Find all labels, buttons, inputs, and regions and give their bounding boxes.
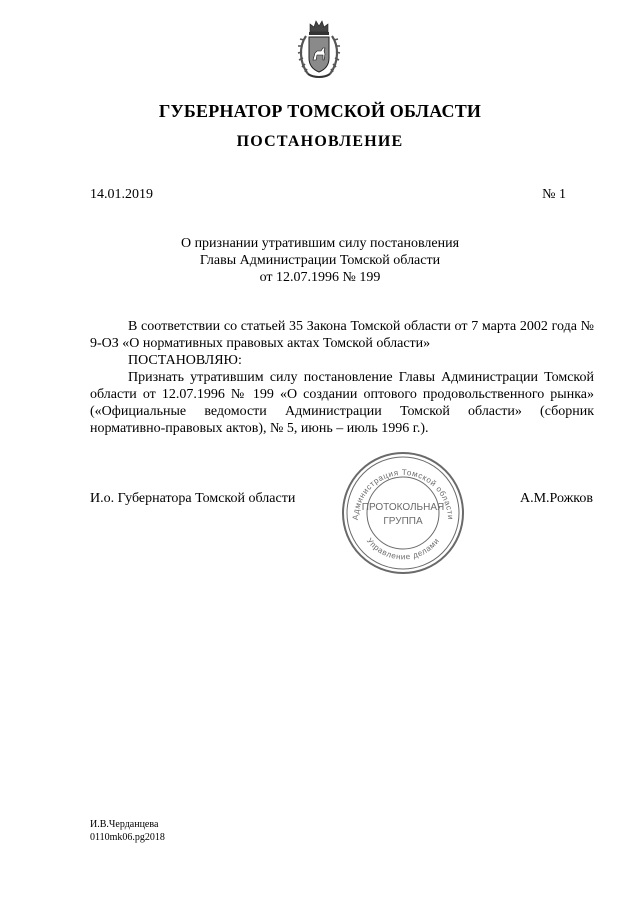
subject-line: от 12.07.1996 № 199: [259, 270, 381, 285]
stamp-outer-text: Администрация Томской области: [350, 467, 456, 521]
tomsk-coat-of-arms-icon: [296, 18, 342, 82]
subject-line: Главы Администрации Томской области: [199, 253, 441, 268]
document-date: 14.01.2019: [90, 187, 153, 202]
document-body: [90, 318, 594, 437]
document-footer: [90, 818, 165, 844]
executor-name: И.В.Черданцева: [90, 819, 159, 830]
decree-word: ПОСТАНОВЛЯЮ:: [128, 353, 242, 368]
signatory-title: И.о. Губернатора Томской области: [90, 491, 296, 506]
issuing-authority: ГУБЕРНАТОР ТОМСКОЙ ОБЛАСТИ: [158, 101, 482, 121]
decision-paragraph: Признать утратившим силу постановление Главы Администрации Томской области от 12.07.1996 № 199 «О создании оптового продовольственного рынка» («Официальные ведомости Администрации Томской области» (сборник нормативно-правовых актов), № 5, июнь – июль 1996 г.).: [90, 370, 594, 436]
document-type: ПОСТАНОВЛЕНИЕ: [236, 133, 404, 150]
document-number: № 1: [542, 187, 566, 202]
legal-basis-paragraph: В соответствии со статьей 35 Закона Томской области от 7 марта 2002 года № 9-ОЗ «О нормативных правовых актах Томской области»: [90, 319, 594, 351]
document-subject: [0, 235, 640, 286]
file-code: 0110mk06.pg2018: [90, 832, 165, 843]
subject-line: О признании утратившим силу постановления: [180, 236, 460, 251]
stamp-bottom-text: Управление делами: [364, 536, 442, 562]
stamp-center-line: ГРУППА: [383, 516, 423, 527]
official-stamp: [338, 448, 468, 578]
stamp-center-line: ПРОТОКОЛЬНАЯ: [361, 502, 445, 513]
signatory-name: А.М.Рожков: [519, 491, 593, 506]
